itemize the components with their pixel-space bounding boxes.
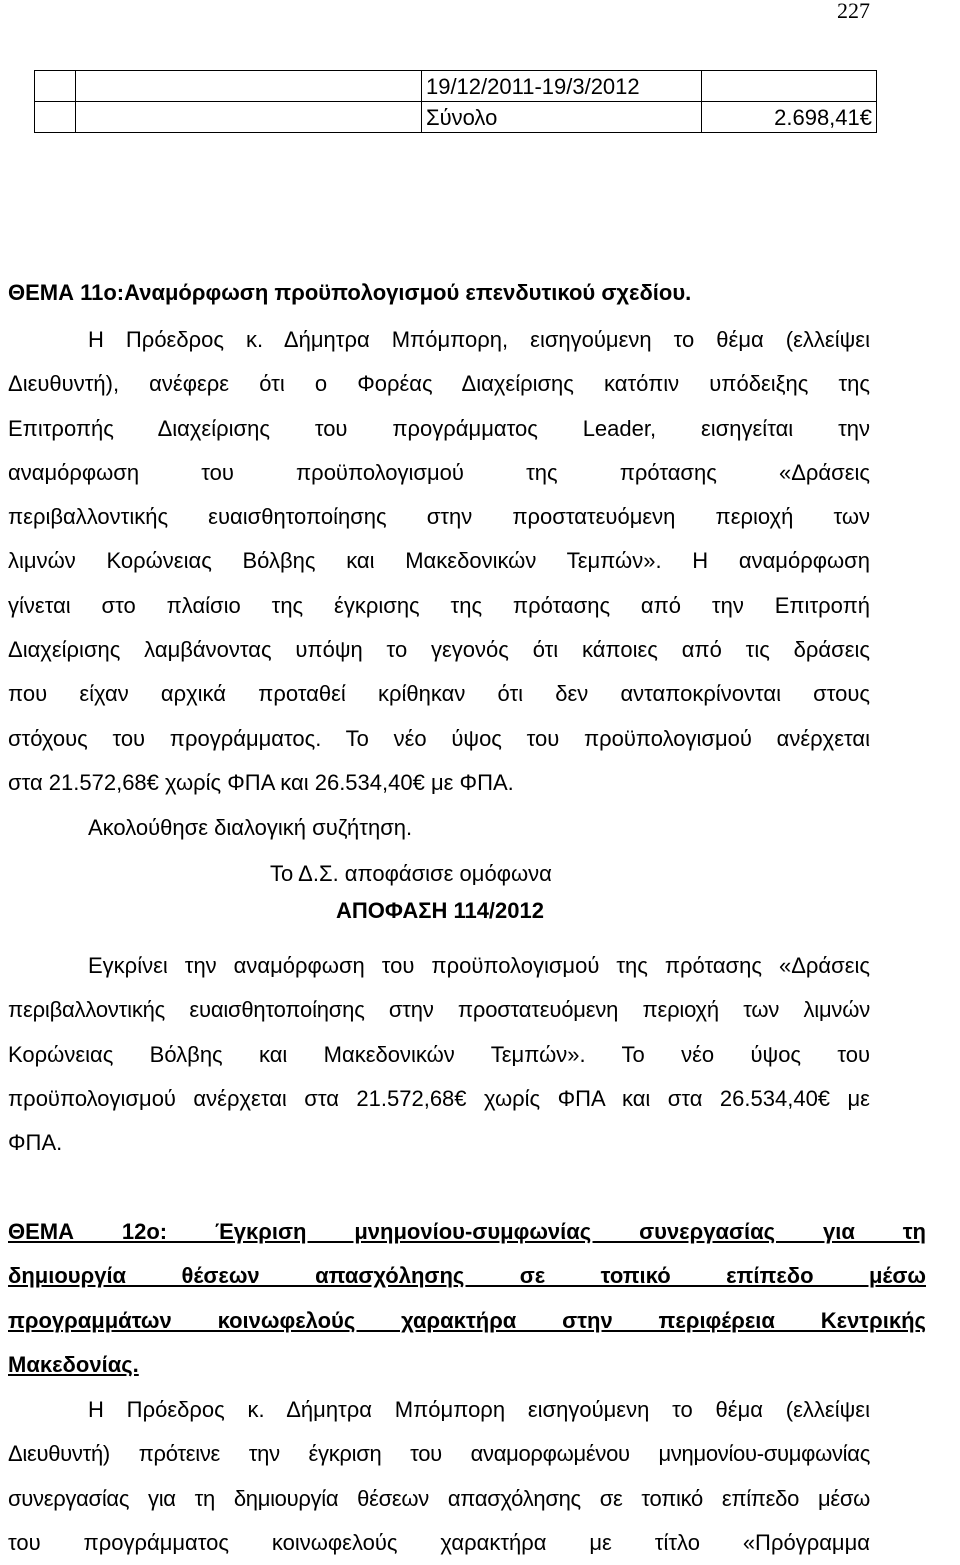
text-line: Εγκρίνει την αναμόρφωση του προϋπολογισμού της πρότασης «Δράσεις — [88, 953, 870, 978]
text-line: Διευθυντή) πρότεινε την έγκριση του αναμορφωμένου μνημονίου-συμφωνίας — [8, 1441, 870, 1467]
topic-12-paragraph — [8, 1388, 870, 1565]
text-line: γίνεται στο πλαίσιο της έγκρισης της πρότασης από την Επιτροπή — [8, 592, 870, 618]
text-line: αναμόρφωση του προϋπολογισμού της πρότασης «Δράσεις — [8, 459, 870, 485]
text-line: ΘΕΜΑ 12ο: Έγκριση μνημονίου-συμφωνίας συνεργασίας για τη — [8, 1219, 926, 1244]
text-line: περιβαλλοντικής ευαισθητοποίησης στην προστατευόμενη περιοχή των — [8, 504, 870, 530]
discussion-note: Ακολούθησε διαλογική συζήτηση. — [88, 815, 413, 840]
text-line: του προγράμματος κοινωφελούς χαρακτήρα με τίτλο «Πρόγραμμα — [8, 1529, 870, 1555]
text-line: Διευθυντή), ανέφερε ότι ο Φορέας Διαχείρισης κατόπιν υπόδειξης της — [8, 371, 870, 397]
text-line: δημιουργία θέσεων απασχόλησης σε τοπικό επίπεδο μέσω — [8, 1263, 926, 1289]
text-line: στόχους του προγράμματος. Το νέο ύψος του προϋπολογισμού ανέρχεται — [8, 725, 870, 751]
text-line: Η Πρόεδρος κ. Δήμητρα Μπόμπορη εισηγούμενη το θέμα (ελλείψει — [88, 1397, 870, 1422]
text-line: Η Πρόεδρος κ. Δήμητρα Μπόμπορη, εισηγούμενη το θέμα (ελλείψει — [88, 327, 870, 352]
text-line: Επιτροπής Διαχείρισης του προγράμματος Leader, εισηγείται την — [8, 415, 870, 441]
table-row — [35, 102, 877, 133]
budget-table — [34, 70, 877, 133]
topic-12-title — [8, 1210, 926, 1387]
topic-11-title: ΘΕΜΑ 11ο:Αναμόρφωση προϋπολογισμού επενδυτικού σχεδίου. — [8, 280, 692, 305]
text-line: Κορώνειας Βόλβης και Μακεδονικών Τεμπών». Το νέο ύψος του — [8, 1041, 870, 1067]
unanimous-note: Το Δ.Σ. αποφάσισε ομόφωνα — [270, 861, 552, 886]
text-line: λιμνών Κορώνειας Βόλβης και Μακεδονικών Τεμπών». Η αναμόρφωση — [8, 548, 870, 574]
period-cell: 19/12/2011-19/3/2012 — [421, 71, 701, 102]
total-value-cell: 2.698,41€ — [702, 102, 877, 133]
text-line: προϋπολογισμού ανέρχεται στα 21.572,68€ χωρίς ΦΠΑ και στα 26.534,40€ με — [8, 1085, 870, 1111]
text-line: στα 21.572,68€ χωρίς ΦΠΑ και 26.534,40€ με ΦΠΑ. — [8, 769, 514, 795]
text-line: Μακεδονίας. — [8, 1351, 139, 1377]
text-line: που είχαν αρχικά προταθεί κρίθηκαν ότι δεν ανταποκρίνονται στους — [8, 681, 870, 707]
topic-11-paragraph — [8, 318, 870, 805]
page-number: 227 — [837, 0, 870, 23]
text-line: ΦΠΑ. — [8, 1130, 63, 1156]
decision-title: ΑΠΟΦΑΣΗ 114/2012 — [336, 898, 544, 923]
text-line: Διαχείρισης λαμβάνοντας υπόψη το γεγονός ότι κάποιες από τις δράσεις — [8, 637, 870, 663]
text-line: συνεργασίας για τη δημιουργία θέσεων απασχόλησης σε τοπικό επίπεδο μέσω — [8, 1485, 870, 1511]
decision-paragraph — [8, 944, 870, 1165]
table-row — [35, 71, 877, 102]
text-line: προγραμμάτων κοινωφελούς χαρακτήρα στην περιφέρεια Κεντρικής — [8, 1307, 926, 1333]
text-line: περιβαλλοντικής ευαισθητοποίησης στην προστατευόμενη περιοχή των λιμνών — [8, 997, 870, 1023]
total-label-cell: Σύνολο — [421, 102, 701, 133]
